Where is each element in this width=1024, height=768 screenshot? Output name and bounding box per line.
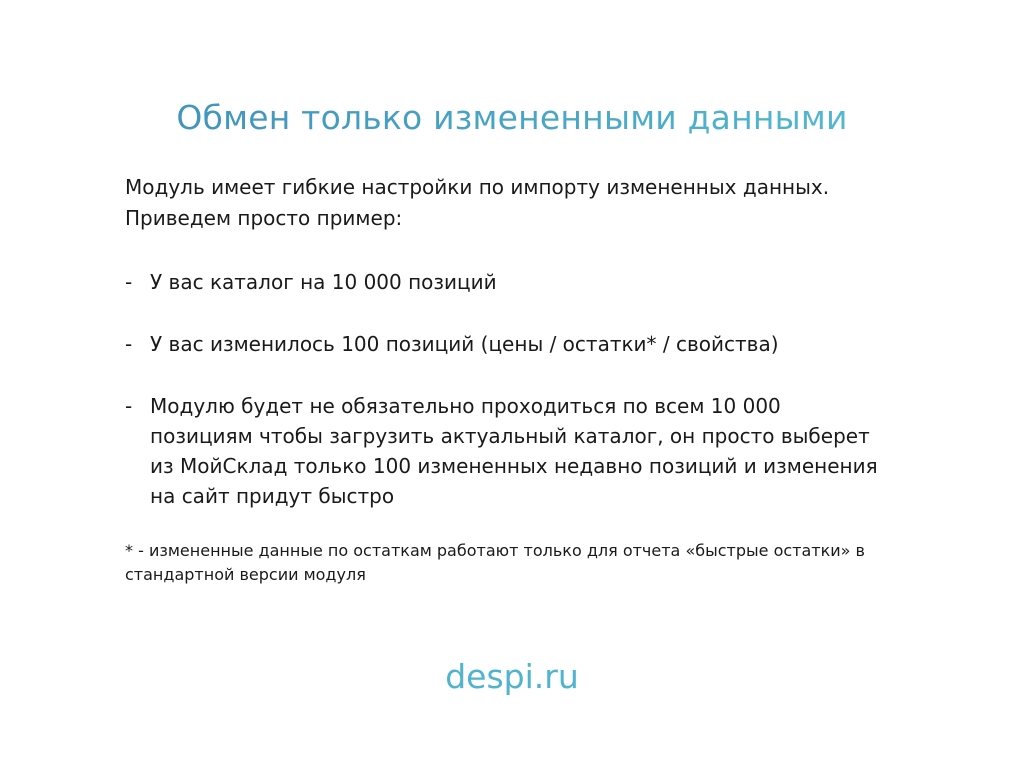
footnote: * - измененные данные по остаткам работают только для отчета «быстрые остатки» в стандартной версии модуля bbox=[125, 541, 865, 584]
site-url: despi.ru bbox=[445, 657, 579, 696]
bullet-text: У вас каталог на 10 000 позиций bbox=[150, 270, 497, 294]
bullet-text: Модулю будет не обязательно проходиться по всем 10 000 позициям чтобы загрузить актуальный каталог, он просто выберет из МойСклад только 100 измененных недавно позиций и изменения на сайт придут быстро bbox=[150, 394, 878, 508]
bullet-list bbox=[125, 267, 885, 511]
bullet-marker: - bbox=[125, 394, 133, 418]
bullet-item-module bbox=[125, 391, 885, 511]
bullet-item-changed bbox=[125, 329, 885, 359]
bullet-item-catalog bbox=[125, 267, 885, 297]
bullet-marker: - bbox=[125, 332, 133, 356]
slide-content bbox=[125, 172, 885, 603]
bullet-text: У вас изменилось 100 позиций (цены / остатки* / свойства) bbox=[150, 332, 779, 356]
slide-title: Обмен только измененными данными bbox=[0, 90, 1024, 146]
intro-paragraph: Модуль имеет гибкие настройки по импорту измененных данных. Приведем просто пример: bbox=[125, 175, 830, 230]
bullet-marker: - bbox=[125, 270, 133, 294]
